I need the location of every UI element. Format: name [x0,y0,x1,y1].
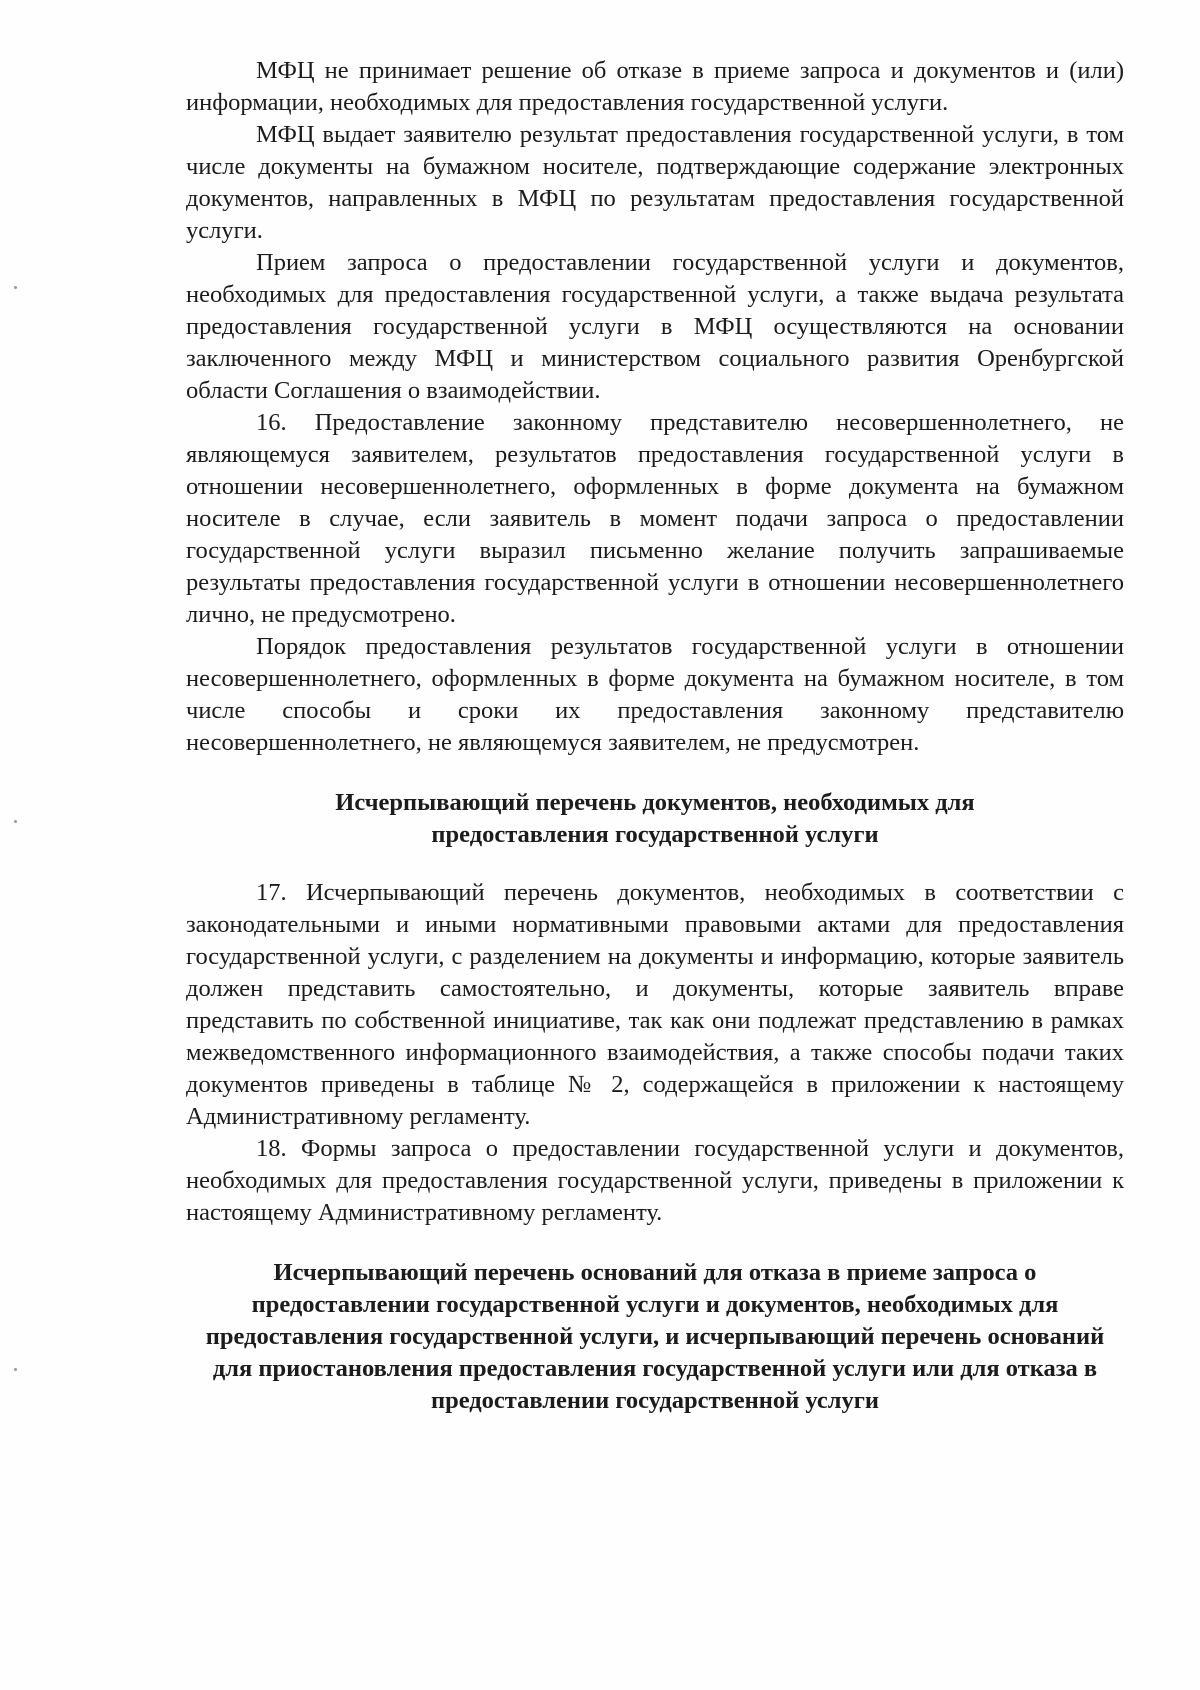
paragraph-mfc-agreement: Прием запроса о предоставлении государственной услуги и документов, необходимых для предоставления государственной услуги, а также выдача результата предоставления государственной услуги в МФЦ осуществляются на основании заключенного между МФЦ и министерством социального развития Оренбургской области Соглашения о взаимодействии. [186,249,1124,404]
paragraph-18: 18. Формы запроса о предоставлении государственной услуги и документов, необходимых для предоставления государственной услуги, приведены в приложении к настоящему Административному регламенту. [186,1135,1124,1226]
scan-speck [14,1368,17,1371]
scan-speck [14,820,17,823]
section-heading-refusal-grounds: Исчерпывающий перечень оснований для отказа в приеме запроса о предоставлении государственной услуги и документов, необходимых для предоставления государственной услуги, и исчерпывающий перечень оснований для приостановления предоставления государственной услуги или для отказа в предоставлении государственной услуги [205,1259,1105,1414]
document-body [186,55,1124,1417]
paragraph-mfc-no-refusal: МФЦ не принимает решение об отказе в приеме запроса и документов и (или) информации, необходимых для предоставления государственной услуги. [186,57,1124,116]
paragraph-procedure: Порядок предоставления результатов государственной услуги в отношении несовершеннолетнего, оформленных в форме документа на бумажном носителе, в том числе способы и сроки их предоставления законному представителю несовершеннолетнего, не являющемуся заявителем, не предусмотрен. [186,633,1124,756]
section-heading-documents-list: Исчерпывающий перечень документов, необходимых для предоставления государственной услуги [335,789,975,848]
paragraph-17: 17. Исчерпывающий перечень документов, необходимых в соответствии с законодательными и иными нормативными правовыми актами для предоставления государственной услуги, с разделением на документы и информацию, которые заявитель должен представить самостоятельно, и документы, которые заявитель вправе представить по собственной инициативе, так как они подлежат представлению в рамках межведомственного информационного взаимодействия, а также способы подачи таких документов приведены в таблице № 2, содержащейся в приложении к настоящему Административному регламенту. [186,879,1124,1130]
paragraph-mfc-issues-result: МФЦ выдает заявителю результат предоставления государственной услуги, в том числе документы на бумажном носителе, подтверждающие содержание электронных документов, направленных в МФЦ по результатам предоставления государственной услуги. [186,121,1124,244]
scan-speck [14,286,17,289]
paragraph-16: 16. Предоставление законному представителю несовершеннолетнего, не являющемуся заявителем, результатов предоставления государственной услуги в отношении несовершеннолетнего, оформленных в форме документа на бумажном носителе в случае, если заявитель в момент подачи запроса о предоставлении государственной услуги выразил письменно желание получить запрашиваемые результаты предоставления государственной услуги в отношении несовершеннолетнего лично, не предусмотрено. [186,409,1124,628]
